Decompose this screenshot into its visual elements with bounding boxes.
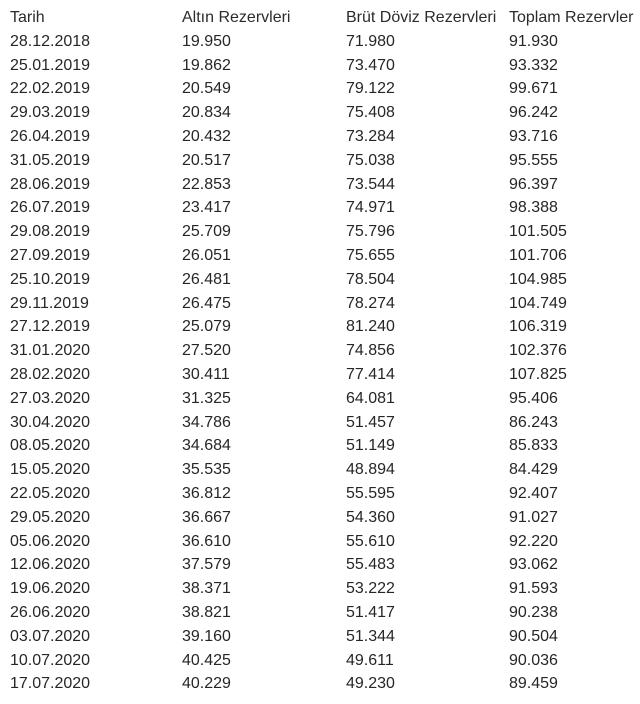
cell-gold-reserves: 20.432 — [182, 127, 231, 145]
cell-gold-reserves: 25.079 — [182, 318, 231, 336]
cell-gross-fx-reserves: 55.610 — [346, 532, 395, 550]
table-row — [0, 101, 640, 125]
cell-total-reserves: 85.833 — [509, 437, 558, 455]
cell-gold-reserves: 20.549 — [182, 80, 231, 98]
cell-total-reserves: 106.319 — [509, 318, 567, 336]
cell-date: 27.09.2019 — [10, 246, 91, 264]
cell-date: 15.05.2020 — [10, 461, 91, 479]
cell-gross-fx-reserves: 73.284 — [346, 127, 395, 145]
table-row — [0, 363, 640, 387]
table-row — [0, 196, 640, 220]
cell-total-reserves: 101.505 — [509, 223, 567, 241]
table-header-row — [0, 6, 640, 30]
cell-date: 29.05.2020 — [10, 508, 91, 526]
table-row — [0, 54, 640, 78]
table-row — [0, 411, 640, 435]
cell-date: 26.04.2019 — [10, 127, 91, 145]
cell-gross-fx-reserves: 78.274 — [346, 294, 395, 312]
cell-gold-reserves: 36.610 — [182, 532, 231, 550]
cell-gold-reserves: 38.821 — [182, 603, 231, 621]
cell-gross-fx-reserves: 54.360 — [346, 508, 395, 526]
cell-gold-reserves: 36.812 — [182, 484, 231, 502]
table-row — [0, 77, 640, 101]
cell-total-reserves: 86.243 — [509, 413, 558, 431]
cell-gold-reserves: 26.481 — [182, 270, 231, 288]
table-body — [0, 30, 640, 696]
cell-total-reserves: 102.376 — [509, 342, 567, 360]
cell-gross-fx-reserves: 55.483 — [346, 556, 395, 574]
cell-total-reserves: 90.036 — [509, 651, 558, 669]
cell-gold-reserves: 39.160 — [182, 627, 231, 645]
table-row — [0, 387, 640, 411]
cell-total-reserves: 91.930 — [509, 32, 558, 50]
cell-total-reserves: 93.716 — [509, 127, 558, 145]
cell-date: 31.01.2020 — [10, 342, 91, 360]
cell-total-reserves: 98.388 — [509, 199, 558, 217]
cell-gold-reserves: 36.667 — [182, 508, 231, 526]
cell-gold-reserves: 20.834 — [182, 104, 231, 122]
table-row — [0, 530, 640, 554]
cell-date: 26.06.2020 — [10, 603, 91, 621]
cell-gross-fx-reserves: 71.980 — [346, 32, 395, 50]
cell-date: 25.10.2019 — [10, 270, 91, 288]
cell-total-reserves: 96.397 — [509, 175, 558, 193]
table-row — [0, 220, 640, 244]
cell-gross-fx-reserves: 48.894 — [346, 461, 395, 479]
table-row — [0, 649, 640, 673]
cell-date: 19.06.2020 — [10, 580, 91, 598]
cell-gross-fx-reserves: 64.081 — [346, 389, 395, 407]
cell-date: 26.07.2019 — [10, 199, 91, 217]
table-row — [0, 30, 640, 54]
cell-date: 05.06.2020 — [10, 532, 91, 550]
cell-date: 17.07.2020 — [10, 675, 91, 693]
cell-gold-reserves: 31.325 — [182, 389, 231, 407]
cell-gold-reserves: 40.425 — [182, 651, 231, 669]
cell-date: 08.05.2020 — [10, 437, 91, 455]
cell-date: 27.03.2020 — [10, 389, 91, 407]
cell-gold-reserves: 19.862 — [182, 56, 231, 74]
cell-total-reserves: 91.027 — [509, 508, 558, 526]
cell-total-reserves: 93.332 — [509, 56, 558, 74]
cell-total-reserves: 99.671 — [509, 80, 558, 98]
cell-gold-reserves: 35.535 — [182, 461, 231, 479]
cell-date: 22.05.2020 — [10, 484, 91, 502]
cell-total-reserves: 104.749 — [509, 294, 567, 312]
cell-gross-fx-reserves: 55.595 — [346, 484, 395, 502]
cell-total-reserves: 95.555 — [509, 151, 558, 169]
cell-gross-fx-reserves: 78.504 — [346, 270, 395, 288]
cell-total-reserves: 95.406 — [509, 389, 558, 407]
cell-gross-fx-reserves: 74.971 — [346, 199, 395, 217]
cell-gold-reserves: 37.579 — [182, 556, 231, 574]
table-row — [0, 292, 640, 316]
cell-gross-fx-reserves: 51.149 — [346, 437, 395, 455]
reserves-table — [0, 6, 640, 696]
cell-total-reserves: 92.220 — [509, 532, 558, 550]
table-row — [0, 625, 640, 649]
table-row — [0, 482, 640, 506]
cell-gold-reserves: 27.520 — [182, 342, 231, 360]
cell-gross-fx-reserves: 53.222 — [346, 580, 395, 598]
cell-total-reserves: 90.238 — [509, 603, 558, 621]
header-gold-reserves: Altın Rezervleri — [182, 9, 291, 26]
table-row — [0, 672, 640, 696]
table-row — [0, 149, 640, 173]
header-total-reserves: Toplam Rezervler — [509, 9, 634, 26]
cell-date: 28.12.2018 — [10, 32, 91, 50]
cell-gross-fx-reserves: 49.230 — [346, 675, 395, 693]
cell-total-reserves: 92.407 — [509, 484, 558, 502]
cell-date: 28.02.2020 — [10, 365, 91, 383]
cell-total-reserves: 104.985 — [509, 270, 567, 288]
cell-date: 29.08.2019 — [10, 223, 91, 241]
cell-gross-fx-reserves: 75.796 — [346, 223, 395, 241]
header-date: Tarih — [10, 9, 45, 26]
table-row — [0, 601, 640, 625]
table-row — [0, 268, 640, 292]
table-row — [0, 458, 640, 482]
cell-date: 25.01.2019 — [10, 56, 91, 74]
cell-date: 31.05.2019 — [10, 151, 91, 169]
table-row — [0, 577, 640, 601]
cell-total-reserves: 93.062 — [509, 556, 558, 574]
table-row — [0, 553, 640, 577]
cell-date: 28.06.2019 — [10, 175, 91, 193]
cell-gold-reserves: 20.517 — [182, 151, 231, 169]
cell-gross-fx-reserves: 51.417 — [346, 603, 395, 621]
table-row — [0, 125, 640, 149]
cell-gross-fx-reserves: 73.544 — [346, 175, 395, 193]
cell-date: 03.07.2020 — [10, 627, 91, 645]
cell-date: 22.02.2019 — [10, 80, 91, 98]
cell-gross-fx-reserves: 51.344 — [346, 627, 395, 645]
table-row — [0, 339, 640, 363]
cell-total-reserves: 90.504 — [509, 627, 558, 645]
cell-gross-fx-reserves: 75.408 — [346, 104, 395, 122]
cell-gross-fx-reserves: 51.457 — [346, 413, 395, 431]
cell-total-reserves: 101.706 — [509, 246, 567, 264]
cell-gold-reserves: 26.475 — [182, 294, 231, 312]
cell-gross-fx-reserves: 79.122 — [346, 80, 395, 98]
cell-gross-fx-reserves: 73.470 — [346, 56, 395, 74]
cell-gold-reserves: 34.684 — [182, 437, 231, 455]
cell-gold-reserves: 25.709 — [182, 223, 231, 241]
cell-gross-fx-reserves: 74.856 — [346, 342, 395, 360]
cell-date: 27.12.2019 — [10, 318, 91, 336]
cell-gold-reserves: 34.786 — [182, 413, 231, 431]
table-row — [0, 315, 640, 339]
cell-total-reserves: 96.242 — [509, 104, 558, 122]
cell-total-reserves: 91.593 — [509, 580, 558, 598]
table-row — [0, 506, 640, 530]
cell-gross-fx-reserves: 49.611 — [346, 651, 394, 669]
cell-date: 29.11.2019 — [10, 294, 89, 312]
cell-date: 10.07.2020 — [10, 651, 91, 669]
cell-gold-reserves: 26.051 — [182, 246, 231, 264]
cell-gold-reserves: 40.229 — [182, 675, 231, 693]
table-row — [0, 434, 640, 458]
cell-gross-fx-reserves: 75.038 — [346, 151, 395, 169]
cell-date: 30.04.2020 — [10, 413, 91, 431]
cell-gross-fx-reserves: 75.655 — [346, 246, 395, 264]
cell-total-reserves: 89.459 — [509, 675, 558, 693]
table-row — [0, 173, 640, 197]
cell-gold-reserves: 22.853 — [182, 175, 231, 193]
cell-gross-fx-reserves: 81.240 — [346, 318, 395, 336]
cell-total-reserves: 84.429 — [509, 461, 558, 479]
cell-date: 29.03.2019 — [10, 104, 91, 122]
cell-gold-reserves: 38.371 — [182, 580, 231, 598]
cell-gold-reserves: 23.417 — [182, 199, 231, 217]
table-row — [0, 244, 640, 268]
cell-gold-reserves: 30.411 — [182, 365, 230, 383]
cell-date: 12.06.2020 — [10, 556, 91, 574]
cell-total-reserves: 107.825 — [509, 365, 567, 383]
cell-gold-reserves: 19.950 — [182, 32, 231, 50]
header-gross-fx-reserves: Brüt Döviz Rezervleri — [346, 9, 497, 26]
cell-gross-fx-reserves: 77.414 — [346, 365, 395, 383]
